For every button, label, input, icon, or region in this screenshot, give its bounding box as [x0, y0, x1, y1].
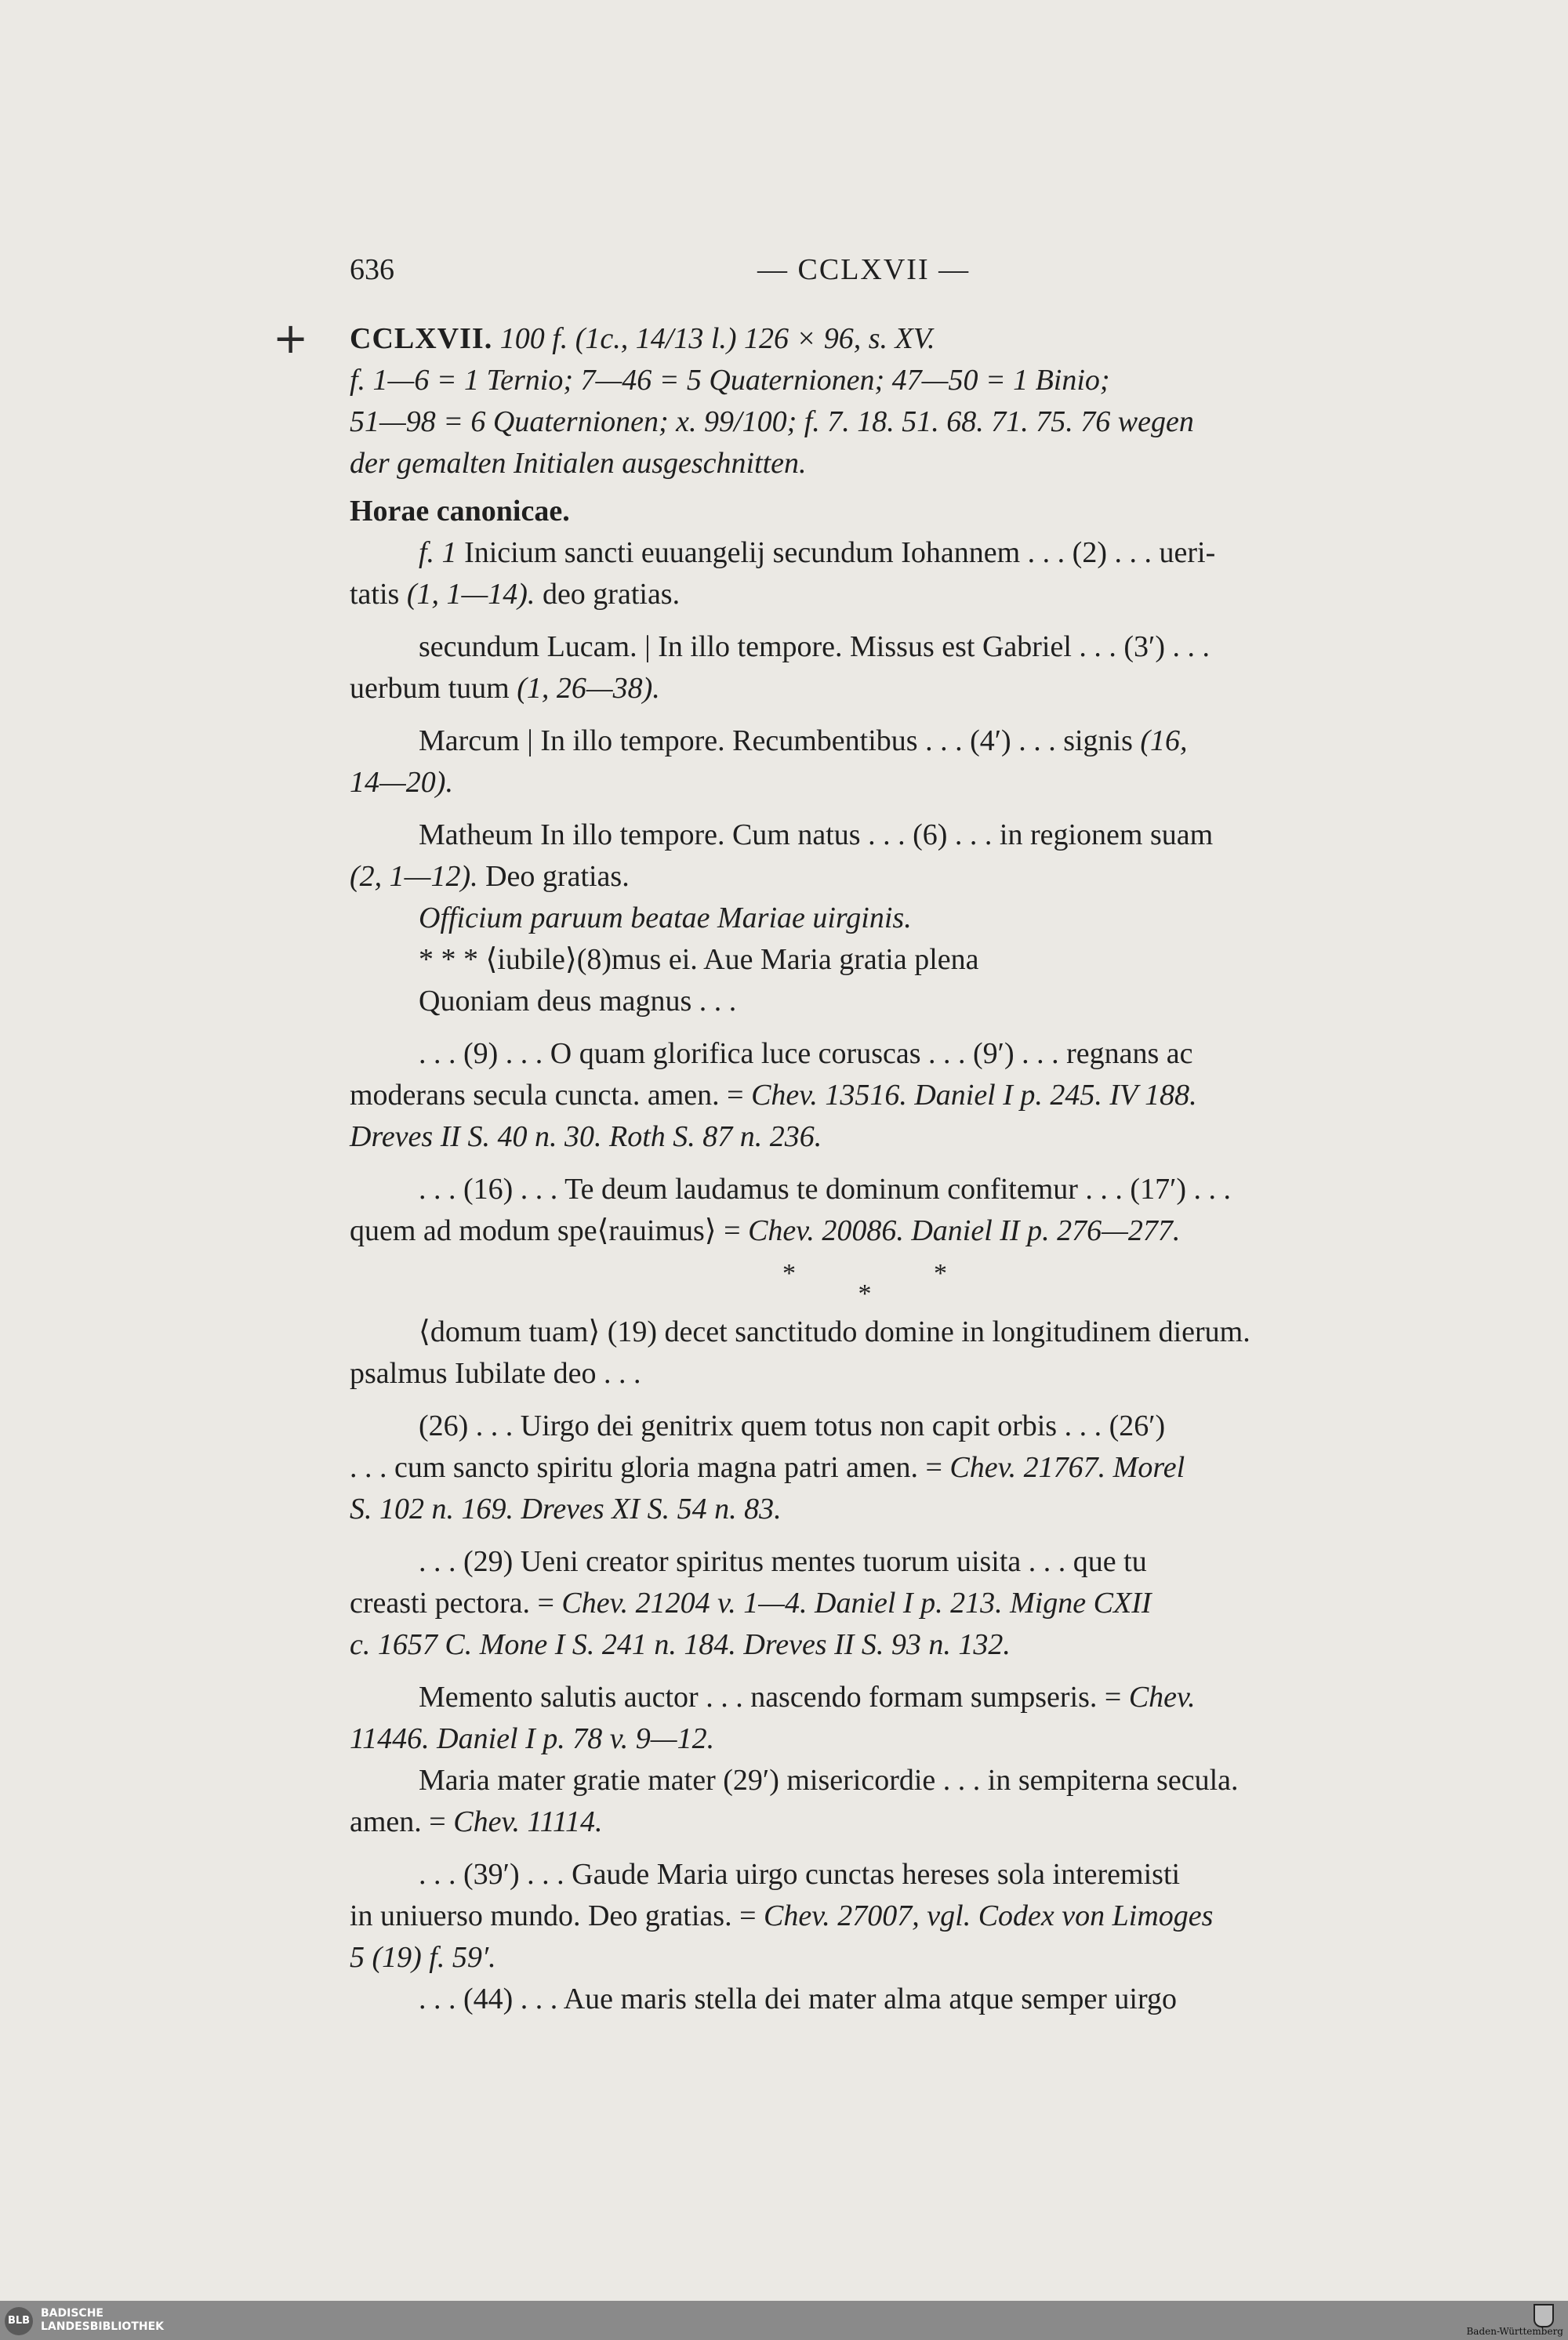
- text-line: [350, 532, 1380, 574]
- citation: Chev. 21767. Morel: [949, 1451, 1185, 1484]
- library-name: [41, 2307, 164, 2334]
- text-span: creasti pectora. =: [350, 1587, 562, 1620]
- text-span: Inicium sancti euuangelij secundum Iohannem . . . (2) . . . ueri-: [456, 536, 1216, 569]
- text-line: ⟨domum tuam⟩ (19) decet sanctitudo domine in longitudinem dierum.: [419, 1315, 1250, 1348]
- text-line: [350, 1801, 1380, 1843]
- text-line: . . . (9) . . . O quam glorifica luce coruscas . . . (9′) . . . regnans ac: [419, 1037, 1193, 1070]
- text-span: tatis: [350, 578, 407, 611]
- state-emblem-icon: [1534, 2304, 1554, 2327]
- divider-star: *: [782, 1259, 796, 1288]
- text-line: 14—20).: [350, 766, 453, 799]
- library-name-line: LANDESBIBLIOTHEK: [41, 2320, 165, 2333]
- citation: Chev. 20086. Daniel II p. 276—277.: [748, 1214, 1181, 1247]
- text-line: secundum Lucam. | In illo tempore. Missus est Gabriel . . . (3′) . . .: [419, 630, 1210, 663]
- text-line: [350, 1210, 1380, 1252]
- page-number: 636: [350, 253, 394, 286]
- citation-line: c. 1657 C. Mone I S. 241 n. 184. Dreves II S. 93 n. 132.: [350, 1628, 1011, 1661]
- page-header: [350, 252, 1380, 292]
- citation: Chev. 11114.: [453, 1805, 603, 1838]
- catalog-entry-text: [350, 318, 1380, 2020]
- text-line: * * * ⟨iubile⟩(8)mus ei. Aue Maria gratia plena: [419, 943, 979, 976]
- text-line: Matheum In illo tempore. Cum natus . . . (6) . . . in regionem suam: [419, 818, 1214, 851]
- verse-ref: (1, 1—14).: [406, 578, 535, 611]
- text-span: deo gratias.: [535, 578, 681, 611]
- running-title: — CCLXVII —: [757, 253, 971, 286]
- text-span: amen. =: [350, 1805, 454, 1838]
- text-span: . . . cum sancto spiritu gloria magna patri amen. =: [350, 1451, 950, 1484]
- citation-line: 5 (19) f. 59′.: [350, 1941, 496, 1974]
- entry-number: CCLXVII.: [350, 322, 493, 355]
- citation: Chev. 21204 v. 1—4. Daniel I p. 213. Migne CXII: [561, 1587, 1152, 1620]
- entry-heading: [350, 318, 1380, 360]
- text-line: (26) . . . Uirgo dei genitrix quem totus non capit orbis . . . (26′): [419, 1409, 1166, 1442]
- citation: Chev. 13516. Daniel I p. 245. IV 188.: [751, 1079, 1197, 1112]
- text-span: quem ad modum spe⟨rauimus⟩ =: [350, 1214, 749, 1247]
- blb-logo: BLB: [5, 2307, 33, 2335]
- section-title: Horae canonicae.: [350, 495, 570, 528]
- text-line: [350, 1447, 1380, 1489]
- text-line: [350, 1677, 1380, 1718]
- text-line: [350, 668, 1380, 709]
- library-footer-bar: [0, 2301, 1568, 2340]
- collation-line-1: f. 1—6 = 1 Ternio; 7—46 = 5 Quaternionen; 47—50 = 1 Binio;: [350, 364, 1110, 397]
- text-span: Marcum | In illo tempore. Recumbentibus . . . (4′) . . . signis: [419, 724, 1141, 757]
- citation-line: Dreves II S. 40 n. 30. Roth S. 87 n. 236.: [350, 1120, 822, 1153]
- text-span: Memento salutis auctor . . . nascendo formam sumpseris. =: [419, 1681, 1129, 1714]
- text-line: [350, 1075, 1380, 1116]
- citation: Chev. 27007, vgl. Codex von Limoges: [764, 1899, 1214, 1932]
- text-line: [350, 720, 1380, 762]
- text-line: . . . (44) . . . Aue maris stella dei mater alma atque semper uirgo: [419, 1983, 1177, 2015]
- region-label: Baden-Württemberg: [1466, 2326, 1563, 2337]
- divider-star: *: [858, 1279, 872, 1308]
- text-line: . . . (16) . . . Te deum laudamus te dominum confitemur . . . (17′) . . .: [419, 1173, 1232, 1206]
- text-span: moderans secula cuncta. amen. =: [350, 1079, 752, 1112]
- citation-line: 11446. Daniel I p. 78 v. 9—12.: [350, 1722, 715, 1755]
- collation-line-3: der gemalten Initialen ausgeschnitten.: [350, 447, 807, 480]
- entry-description: 100 f. (1c., 14/13 l.) 126 × 96, s. XV.: [499, 322, 935, 355]
- library-name-line: BADISCHE: [41, 2307, 103, 2320]
- section-divider-stars: [350, 1257, 1380, 1311]
- office-title: Officium paruum beatae Mariae uirginis.: [419, 902, 912, 934]
- margin-plus-mark: +: [273, 314, 309, 363]
- text-span: Deo gratias.: [477, 860, 630, 893]
- collation-line-2: 51—98 = 6 Quaternionen; x. 99/100; f. 7. 18. 51. 68. 71. 75. 76 wegen: [350, 405, 1194, 438]
- text-line: [350, 1896, 1380, 1937]
- citation: Chev.: [1128, 1681, 1196, 1714]
- text-line: [350, 574, 1380, 615]
- text-line: [350, 856, 1380, 898]
- text-line: [350, 1583, 1380, 1624]
- text-line: Quoniam deus magnus . . .: [419, 985, 737, 1018]
- folio-ref: f. 1: [419, 536, 457, 569]
- text-span: uerbum tuum: [350, 672, 517, 705]
- citation-line: S. 102 n. 169. Dreves XI S. 54 n. 83.: [350, 1493, 782, 1526]
- text-line: . . . (29) Ueni creator spiritus mentes tuorum uisita . . . que tu: [419, 1545, 1147, 1578]
- verse-ref: (2, 1—12).: [350, 860, 478, 893]
- divider-star: *: [934, 1259, 947, 1288]
- text-line: . . . (39′) . . . Gaude Maria uirgo cunctas hereses sola interemisti: [419, 1858, 1181, 1891]
- text-line: psalmus Iubilate deo . . .: [350, 1357, 641, 1390]
- verse-ref: (1, 26—38).: [517, 672, 660, 705]
- text-span: in uniuerso mundo. Deo gratias. =: [350, 1899, 764, 1932]
- verse-ref: (16,: [1140, 724, 1188, 757]
- text-line: Maria mater gratie mater (29′) misericordie . . . in sempiterna secula.: [419, 1764, 1239, 1797]
